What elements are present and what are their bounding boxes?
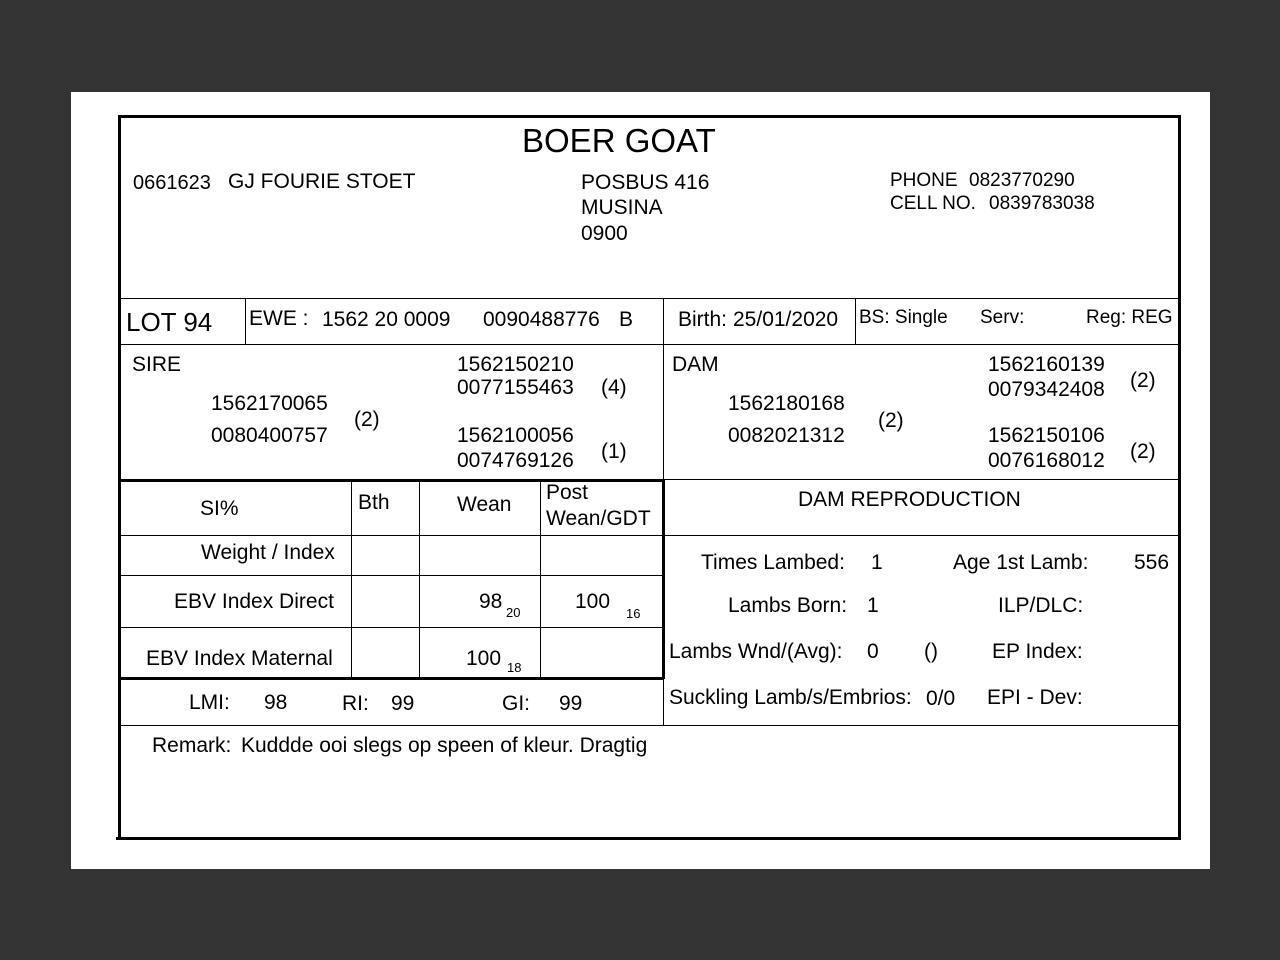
phone-label: PHONE bbox=[890, 170, 958, 191]
registration-status: Reg: REG bbox=[1086, 307, 1173, 328]
dam-sire-count: (2) bbox=[1130, 369, 1156, 392]
direct-wean-value: 98 bbox=[479, 590, 503, 613]
lmi-value: 98 bbox=[264, 691, 288, 714]
ewe-reg: 0090488776 bbox=[483, 308, 600, 331]
ewe-id: 1562 20 0009 bbox=[322, 308, 451, 331]
rule-lot-divider bbox=[245, 298, 246, 344]
dam-dam-count: (2) bbox=[1130, 440, 1156, 463]
gi-label: GI: bbox=[502, 692, 531, 715]
breeder-name: GJ FOURIE STOET bbox=[228, 170, 416, 193]
rule-perf-header bbox=[120, 535, 1180, 536]
maternal-wean-value: 100 bbox=[466, 647, 502, 670]
row-direct-label: EBV Index Direct bbox=[174, 590, 334, 613]
lot-number: LOT 94 bbox=[126, 307, 213, 337]
age-first-lamb-label: Age 1st Lamb: bbox=[953, 551, 1089, 574]
dam-dam-id: 1562150106 bbox=[988, 424, 1105, 447]
dam-sire-reg: 0079342408 bbox=[988, 378, 1105, 401]
sire-sire-count: (4) bbox=[601, 376, 627, 399]
times-lambed-label: Times Lambed: bbox=[701, 551, 845, 574]
dam-count: (2) bbox=[878, 409, 904, 432]
ep-index-label: EP Index: bbox=[992, 640, 1083, 663]
birth-label: Birth: bbox=[678, 308, 728, 331]
ewe-label: EWE : bbox=[249, 307, 309, 330]
cell-label: CELL NO. bbox=[890, 193, 976, 214]
reproduction-title: DAM REPRODUCTION bbox=[798, 488, 1021, 511]
direct-post-sub: 16 bbox=[626, 606, 641, 621]
rule-header bbox=[120, 298, 1180, 299]
rule-pedigree-right bbox=[664, 479, 1179, 480]
rule-indices bbox=[120, 725, 1180, 726]
breeder-code: 0661623 bbox=[133, 172, 211, 194]
cell-number: 0839783038 bbox=[989, 193, 1095, 214]
sire-dam-reg: 0074769126 bbox=[457, 449, 574, 472]
birth-date: 25/01/2020 bbox=[733, 308, 839, 331]
lambs-weaned-label: Lambs Wnd/(Avg): bbox=[669, 640, 843, 663]
lmi-label: LMI: bbox=[189, 691, 230, 714]
lambs-born-value: 1 bbox=[867, 594, 879, 617]
suckling-label: Suckling Lamb/s/Embrios: bbox=[669, 686, 912, 709]
frame-bottom bbox=[116, 837, 1179, 840]
col-wean-header: Wean bbox=[457, 493, 512, 516]
row-maternal-label: EBV Index Maternal bbox=[146, 647, 333, 670]
dam-id: 1562180168 bbox=[728, 392, 845, 415]
lambs-weaned-value: 0 bbox=[867, 640, 879, 663]
address-line-1: POSBUS 416 bbox=[581, 171, 710, 194]
sire-dam-id: 1562100056 bbox=[457, 424, 574, 447]
rule-weight bbox=[120, 575, 664, 576]
sire-reg: 0080400757 bbox=[211, 424, 328, 447]
epi-dev-label: EPI - Dev: bbox=[987, 686, 1083, 709]
phone-number: 0823770290 bbox=[969, 170, 1075, 191]
dam-reg: 0082021312 bbox=[728, 424, 845, 447]
rule-direct bbox=[120, 627, 664, 628]
sire-label: SIRE bbox=[132, 353, 182, 376]
service-label: Serv: bbox=[980, 307, 1025, 328]
ewe-grade: B bbox=[619, 308, 634, 331]
frame-right bbox=[1178, 115, 1181, 840]
col-post-header-2: Wean/GDT bbox=[546, 507, 651, 530]
page-title: BOER GOAT bbox=[522, 122, 716, 159]
suckling-value: 0/0 bbox=[926, 687, 956, 710]
rule-bs-divider bbox=[855, 298, 856, 344]
col-bth-header: Bth bbox=[358, 491, 390, 514]
times-lambed-value: 1 bbox=[871, 551, 883, 574]
lambs-born-label: Lambs Born: bbox=[728, 594, 848, 617]
sire-dam-count: (1) bbox=[601, 440, 627, 463]
birth-status: BS: Single bbox=[859, 307, 948, 328]
sire-count: (2) bbox=[354, 408, 380, 431]
lambs-weaned-avg: () bbox=[924, 640, 938, 663]
remark-label: Remark: bbox=[152, 734, 232, 757]
rule-lot bbox=[120, 344, 1180, 345]
dam-label: DAM bbox=[672, 353, 719, 376]
rule-maternal bbox=[120, 677, 664, 680]
dam-sire-id: 1562160139 bbox=[988, 353, 1105, 376]
rule-center-thick bbox=[662, 479, 665, 679]
sire-id: 1562170065 bbox=[211, 392, 328, 415]
ri-value: 99 bbox=[391, 692, 415, 715]
direct-wean-sub: 20 bbox=[506, 605, 521, 620]
frame-top bbox=[118, 115, 1181, 118]
sire-sire-id: 1562150210 bbox=[457, 353, 574, 376]
age-first-lamb-value: 556 bbox=[1134, 551, 1170, 574]
remark-text: Kuddde ooi slegs op speen of kleur. Dragtig bbox=[241, 734, 648, 757]
frame-left bbox=[118, 115, 121, 840]
ri-label: RI: bbox=[342, 692, 369, 715]
ilp-dlc-label: ILP/DLC: bbox=[998, 594, 1084, 617]
col-post-header-1: Post bbox=[546, 481, 589, 504]
rule-wean bbox=[540, 481, 541, 678]
address-line-3: 0900 bbox=[581, 222, 628, 245]
address-line-2: MUSINA bbox=[581, 196, 663, 219]
direct-post-value: 100 bbox=[575, 590, 611, 613]
col-si-header: SI% bbox=[200, 497, 239, 520]
sire-sire-reg: 0077155463 bbox=[457, 376, 574, 399]
rule-bth bbox=[419, 481, 420, 678]
row-weight-label: Weight / Index bbox=[201, 541, 335, 564]
gi-value: 99 bbox=[559, 692, 583, 715]
lot-card bbox=[71, 92, 1210, 869]
maternal-wean-sub: 18 bbox=[507, 660, 522, 675]
rule-si bbox=[351, 481, 352, 678]
dam-dam-reg: 0076168012 bbox=[988, 449, 1105, 472]
